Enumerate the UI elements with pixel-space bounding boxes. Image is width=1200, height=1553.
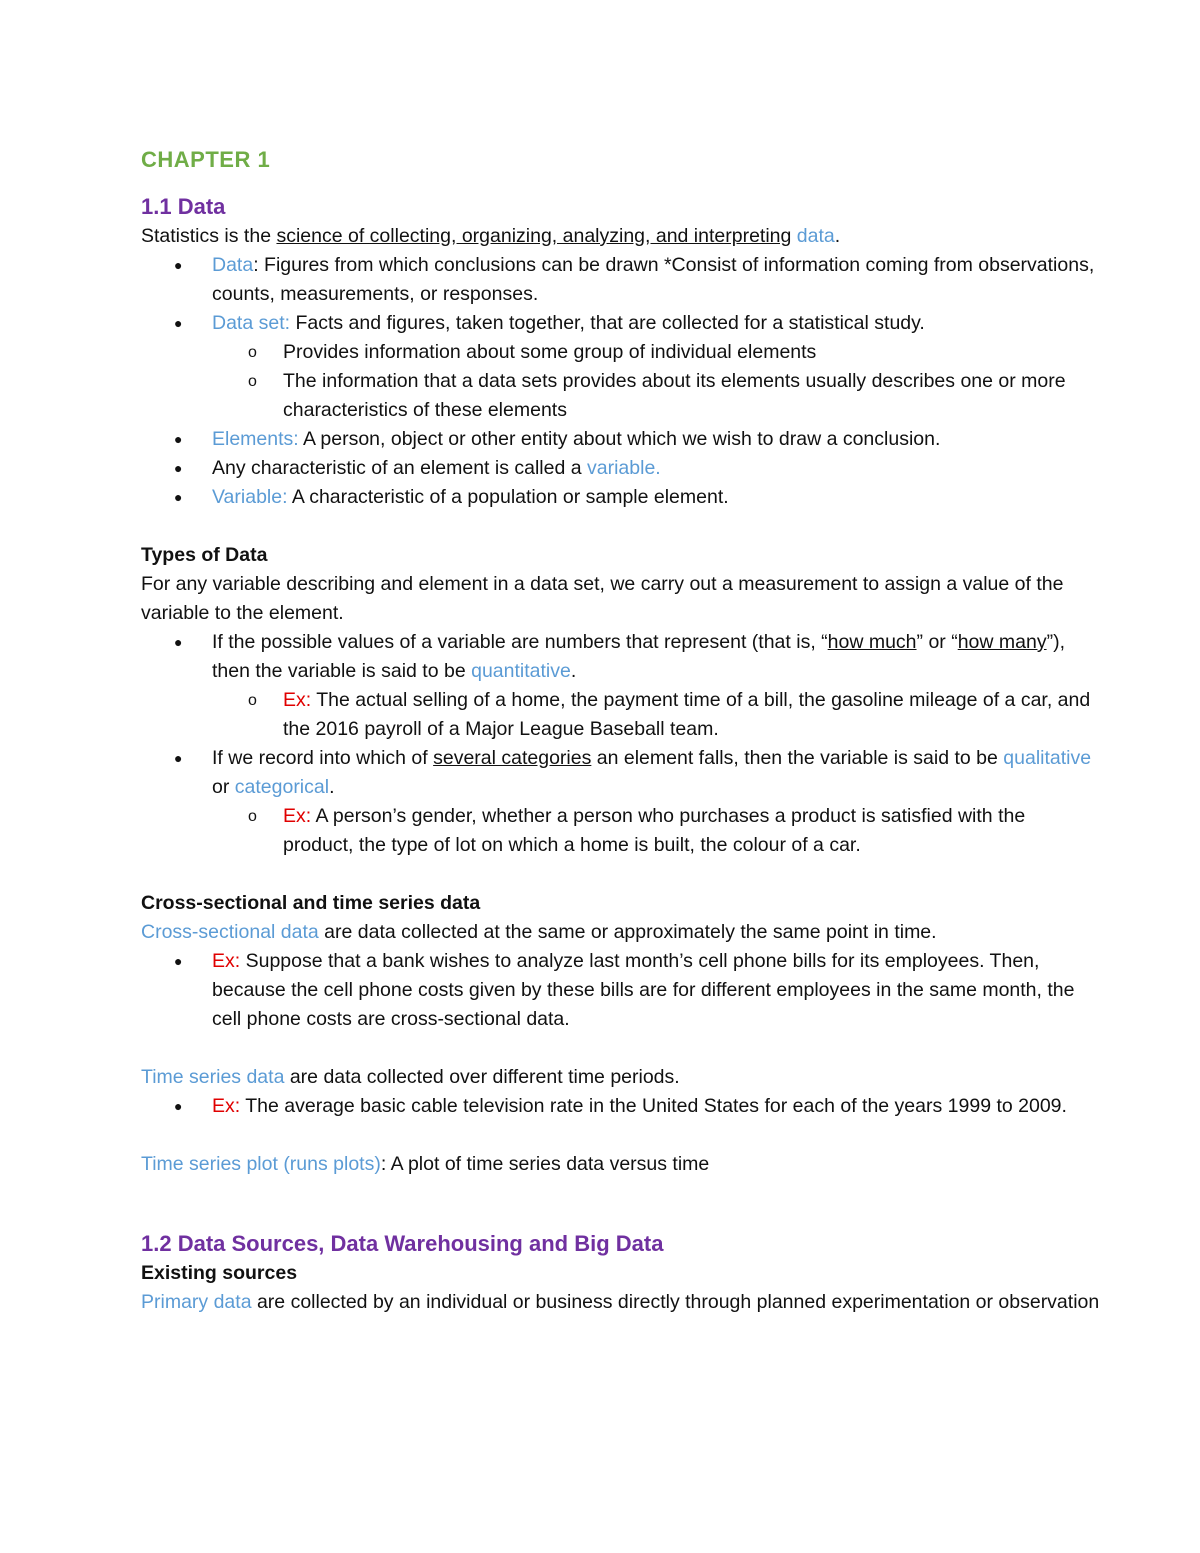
bullet-icon: ● [174,1098,183,1114]
bullet-icon: ● [174,431,183,447]
heading-types-of-data: Types of Data [141,544,268,566]
sub-list [212,686,1101,744]
bullet-icon: ● [174,460,183,476]
cross-list [141,947,1101,1034]
sub-list-item: o Ex: The actual selling of a home, the payment time of a bill, the gasoline mileage of a car, and the 2016 payroll of a Major League Baseball team. [141,686,1101,744]
sub-list [212,802,1101,860]
primary-data-definition: Primary data are collected by an individual or business directly through planned experimentation or observation [141,1291,1100,1313]
list-item: ● Elements: A person, object or other entity about which we wish to draw a conclusion. [141,425,1101,454]
bullet-icon: ● [174,750,183,766]
bullet-icon: ● [174,953,183,969]
statistics-definition: Statistics is the science of collecting, organizing, analyzing, and interpreting data. [141,225,841,247]
section-heading-data: 1.1 Data [141,194,226,219]
list-item: ● Ex: The average basic cable television rate in the United States for each of the years 1999 to 2009. [141,1092,1101,1121]
section-heading-data-sources: 1.2 Data Sources, Data Warehousing and Big Data [141,1231,664,1256]
document-body [141,140,1101,1317]
time-series-definition: Time series data are data collected over different time periods. [141,1066,680,1088]
time-series-plot-definition: Time series plot (runs plots): A plot of time series data versus time [141,1153,710,1175]
list-item: ● If we record into which of several categories an element falls, then the variable is said to be qualitative or categorical. o Ex: A person’s gender, whether a person who purchases a product is satisfied with the product, the type of lot on which a home is built, the colour of a car. [141,744,1101,860]
sub-bullet-icon: o [248,344,257,361]
heading-existing-sources: Existing sources [141,1262,298,1284]
sub-bullet-icon: o [248,373,257,390]
bullet-icon: ● [174,489,183,505]
sub-list-item: o The information that a data sets provides about its elements usually describes one or more characteristics of these elements [141,367,1101,425]
sub-bullet-icon: o [248,808,257,825]
data-terms-list [141,251,1101,512]
bullet-icon: ● [174,315,183,331]
sub-list-item: o Provides information about some group of individual elements [141,338,1101,367]
cross-sectional-definition: Cross-sectional data are data collected at the same or approximately the same point in time. [141,921,937,943]
bullet-icon: ● [174,634,183,650]
sub-list-item: o Ex: A person’s gender, whether a person who purchases a product is satisfied with the product, the type of lot on which a home is built, the colour of a car. [141,802,1101,860]
bullet-icon: ● [174,257,183,273]
heading-cross-sectional: Cross-sectional and time series data [141,892,481,914]
list-item: ● Any characteristic of an element is called a variable. [141,454,1101,483]
time-series-list [141,1092,1101,1121]
sub-bullet-icon: o [248,692,257,709]
list-item: ● Data: Figures from which conclusions can be drawn *Consist of information coming from observations, counts, measurements, or responses. [141,251,1101,309]
sub-list [212,338,1101,425]
list-item: ● If the possible values of a variable are numbers that represent (that is, “how much” or “how many”), then the variable is said to be quantitative. o Ex: The actual selling of a home, the payment time of a bill, the gasoline mileage of a car, and the 2016 payroll of a Major League Baseball team. [141,628,1101,744]
types-intro: For any variable describing and element in a data set, we carry out a measurement to assign a value of the variable to the element. [141,573,1064,624]
list-item: ● Variable: A characteristic of a population or sample element. [141,483,1101,512]
chapter-heading: CHAPTER 1 [141,147,271,172]
types-list [141,628,1101,860]
list-item: ● Data set: Facts and figures, taken together, that are collected for a statistical study. o Provides information about some group of individual elements o The information that a data sets provides about its elements usually describes one or more characteristics of these elements [141,309,1101,425]
list-item: ● Ex: Suppose that a bank wishes to analyze last month’s cell phone bills for its employees. Then, because the cell phone costs given by these bills are for different employees in the same month, the cell phone costs are cross-sectional data. [141,947,1101,1034]
